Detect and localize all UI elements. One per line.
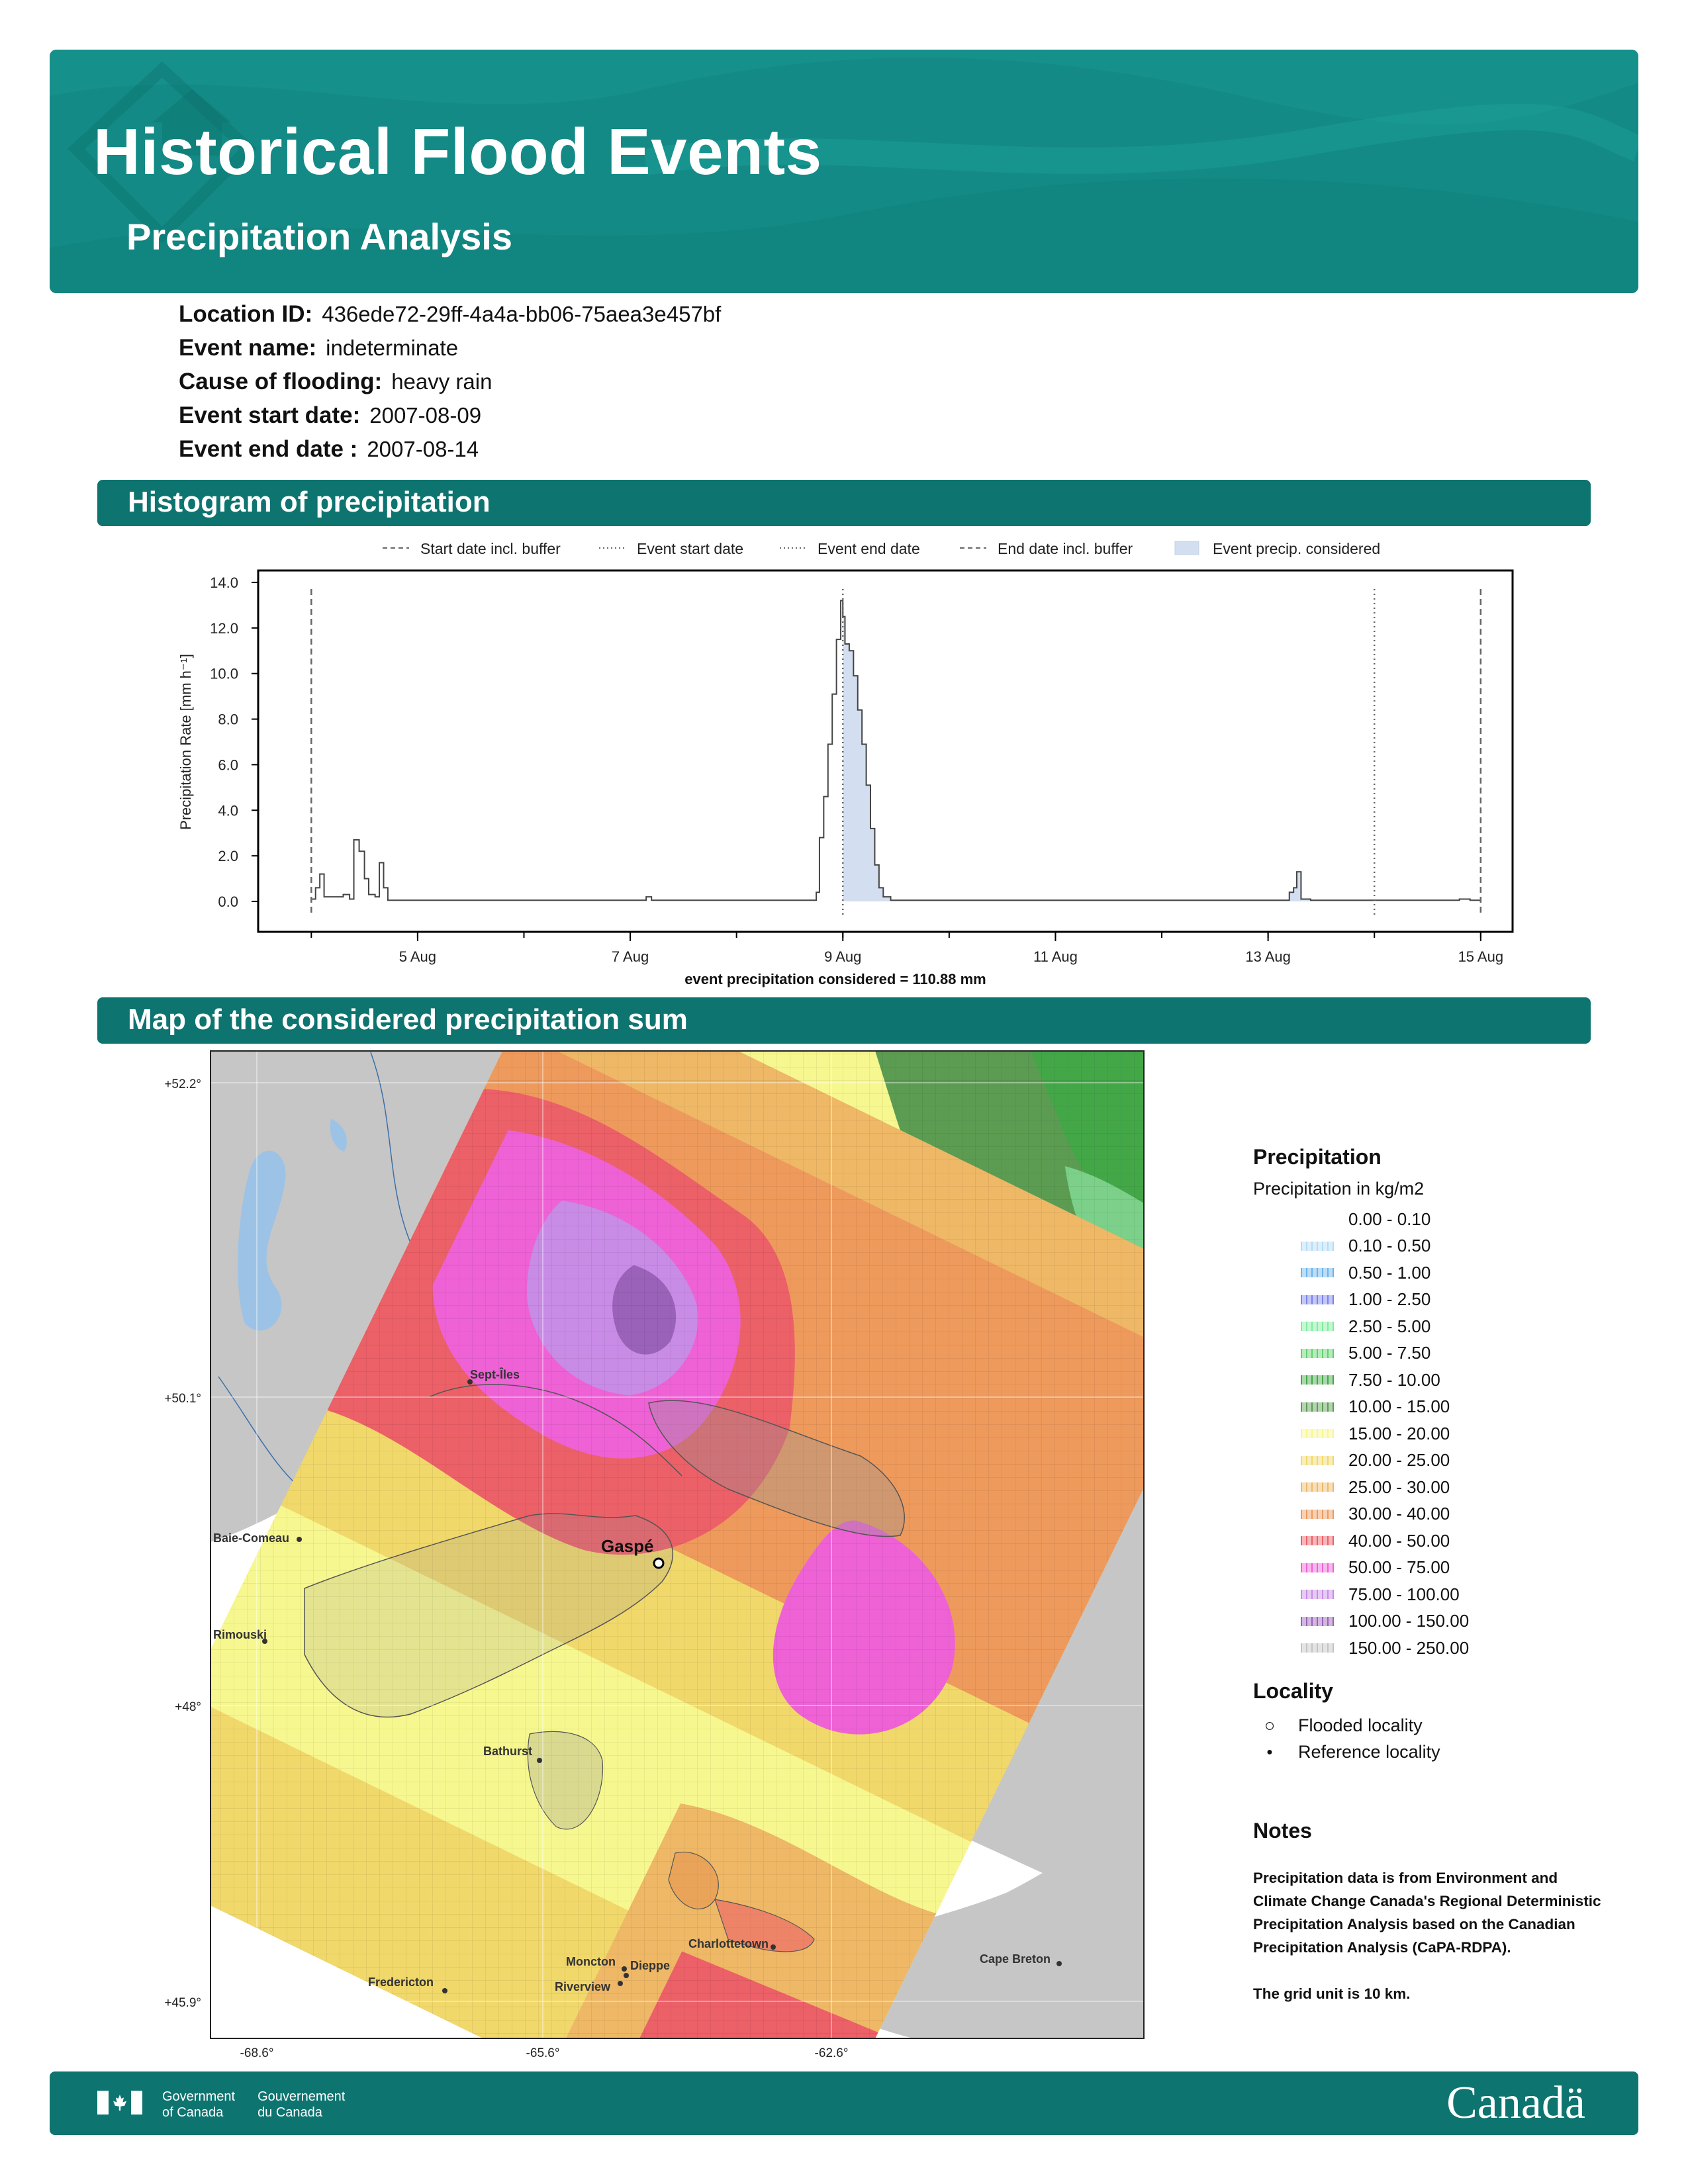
- legend-swatch: [1301, 1510, 1334, 1519]
- legend-subtitle: Precipitation in kg/m2: [1253, 1179, 1425, 1199]
- legend-label: 1.00 - 2.50: [1348, 1289, 1431, 1310]
- y-tick-label: 8.0: [218, 711, 238, 728]
- x-tick-label: 13 Aug: [1245, 948, 1291, 965]
- legend-swatch: [1301, 1268, 1334, 1277]
- legend-swatch: [1301, 1563, 1334, 1572]
- lat-label: +52.2°: [164, 1077, 201, 1091]
- page-subtitle: Precipitation Analysis: [126, 216, 512, 257]
- reference-marker-icon: ●: [1266, 1746, 1273, 1758]
- lon-label: -62.6°: [814, 2046, 849, 2060]
- legend-item: [1253, 1474, 1611, 1501]
- legend-item: [1253, 1367, 1611, 1394]
- reference-locality-marker: [622, 1966, 627, 1972]
- page-title: Historical Flood Events: [93, 115, 822, 188]
- place-label: Sept-Îles: [470, 1368, 520, 1381]
- info-row-cause: Cause of flooding: heavy rain: [179, 369, 492, 394]
- legend-item: [1253, 1555, 1611, 1582]
- lat-label: +45.9°: [164, 1996, 201, 2010]
- y-axis-label: Precipitation Rate [mm h⁻¹]: [177, 654, 194, 830]
- legend-label: 0.00 - 0.10: [1348, 1208, 1431, 1229]
- legend-swatch: [1301, 1456, 1334, 1465]
- legend-label: 5.00 - 7.50: [1348, 1343, 1431, 1363]
- event-precipitation-summary: event precipitation considered = 110.88 mm: [684, 971, 986, 987]
- legend-label: 150.00 - 250.00: [1348, 1637, 1470, 1658]
- section-title-map: Map of the considered precipitation sum: [128, 1003, 688, 1036]
- legend-swatch: [1301, 1536, 1334, 1545]
- reference-locality-marker: [297, 1537, 302, 1542]
- legend-label: 20.00 - 25.00: [1348, 1450, 1450, 1471]
- legend-label: 75.00 - 100.00: [1348, 1584, 1460, 1604]
- map-legend: [1253, 1145, 1611, 1766]
- y-tick-label: 14.0: [210, 574, 238, 591]
- legend-item: [1253, 1420, 1611, 1447]
- legend-swatch: [1301, 1349, 1334, 1358]
- place-label: Dieppe: [630, 1959, 671, 1972]
- place-label: Riverview: [555, 1980, 611, 1993]
- footer: [50, 2071, 1638, 2135]
- y-tick-label: 6.0: [218, 756, 238, 774]
- y-tick-label: 4.0: [218, 802, 238, 819]
- legend-swatch: [1301, 1429, 1334, 1438]
- legend-swatch: [1301, 1322, 1334, 1331]
- lat-label: +48°: [175, 1700, 201, 1714]
- lon-label: -65.6°: [526, 2046, 560, 2060]
- y-tick-label: 0.0: [218, 893, 238, 910]
- legend-flooded-locality: ○ Flooded locality: [1253, 1713, 1611, 1739]
- legend-item: [1253, 1233, 1611, 1260]
- legend-item: [1253, 1206, 1611, 1233]
- legend-item: [1253, 1447, 1611, 1475]
- legend-item: [1253, 1501, 1611, 1528]
- info-row-start: Event start date: 2007-08-09: [179, 402, 482, 428]
- place-label: Bathurst: [483, 1745, 533, 1758]
- place-baie-comeau: [213, 1531, 302, 1545]
- y-tick-label: 2.0: [218, 848, 238, 865]
- legend-swatch: [1301, 1643, 1334, 1653]
- lat-label: +50.1°: [164, 1392, 201, 1406]
- place-label: Cape Breton: [980, 1952, 1051, 1966]
- legend-title: Precipitation: [1253, 1145, 1382, 1169]
- locality-title: Locality: [1253, 1678, 1333, 1703]
- x-tick-label: 15 Aug: [1458, 948, 1504, 965]
- place-label: Fredericton: [368, 1976, 434, 1989]
- place-label: Rimouski: [213, 1628, 267, 1641]
- x-tick-label: 7 Aug: [611, 948, 649, 965]
- legend-item: [1253, 1527, 1611, 1555]
- reference-locality-marker: [1056, 1961, 1062, 1966]
- legend-label: 2.50 - 5.00: [1348, 1316, 1431, 1336]
- flooded-locality-marker: [654, 1559, 663, 1568]
- legend-label: 0.10 - 0.50: [1348, 1236, 1431, 1256]
- legend-label: 10.00 - 15.00: [1348, 1396, 1450, 1417]
- legend-label: 100.00 - 150.00: [1348, 1611, 1470, 1631]
- legend-swatch: [1301, 1214, 1334, 1224]
- section-title-histogram: Histogram of precipitation: [128, 486, 491, 518]
- legend-reference-locality: ● Reference locality: [1253, 1739, 1611, 1766]
- legend-swatch: [1301, 1295, 1334, 1304]
- y-tick-label: 10.0: [210, 665, 238, 682]
- place-charlottetown: [688, 1937, 776, 1950]
- flooded-marker-icon: ○: [1264, 1715, 1276, 1735]
- legend-label: 40.00 - 50.00: [1348, 1530, 1450, 1551]
- legend-label: Event end date: [818, 540, 920, 557]
- legend-label: Event precip. considered: [1213, 540, 1381, 557]
- legend-item: [1253, 1581, 1611, 1608]
- legend-label: 50.00 - 75.00: [1348, 1557, 1450, 1578]
- legend-item: [1253, 1259, 1611, 1287]
- legend-items: [1253, 1206, 1611, 1662]
- x-tick-label: 5 Aug: [399, 948, 437, 965]
- legend-label: 0.50 - 1.00: [1348, 1262, 1431, 1283]
- legend-label: Event start date: [637, 540, 744, 557]
- x-tick-label: 9 Aug: [824, 948, 862, 965]
- reference-locality-marker: [771, 1944, 776, 1950]
- notes-title: Notes: [1253, 1819, 1312, 1843]
- legend-swatch: [1301, 1375, 1334, 1385]
- legend-label: 30.00 - 40.00: [1348, 1504, 1450, 1524]
- lon-label: -68.6°: [240, 2046, 274, 2060]
- legend-item: [1253, 1340, 1611, 1367]
- info-row-location: Location ID: 436ede72-29ff-4a4a-bb06-75aea3e457bf: [179, 301, 722, 327]
- canada-flag-icon: [97, 2091, 142, 2115]
- reference-locality-marker: [624, 1973, 629, 1978]
- y-tick-label: 12.0: [210, 619, 238, 637]
- legend-swatch: [1301, 1242, 1334, 1251]
- legend-item: [1253, 1608, 1611, 1635]
- legend-swatch: [1301, 1590, 1334, 1599]
- legend-label: 25.00 - 30.00: [1348, 1477, 1450, 1497]
- canada-wordmark: Canadä: [1446, 2077, 1585, 2128]
- place-label: Moncton: [566, 1955, 616, 1968]
- reference-locality-marker: [537, 1758, 542, 1763]
- reference-locality-marker: [442, 1988, 447, 1993]
- place-label: Gaspé: [601, 1536, 654, 1556]
- legend-swatch: [1301, 1617, 1334, 1626]
- place-label: Charlottetown: [688, 1937, 769, 1950]
- map-canvas: [110, 750, 1340, 2065]
- legend-swatch: [1301, 1402, 1334, 1412]
- legend-item: [1253, 1394, 1611, 1421]
- legend-label: Start date incl. buffer: [420, 540, 561, 557]
- government-signature: Government of Canada Gouvernement du Canada: [97, 2089, 367, 2120]
- legend-label: 7.50 - 10.00: [1348, 1369, 1440, 1390]
- place-label: Baie-Comeau: [213, 1531, 290, 1545]
- reference-locality-marker: [618, 1981, 623, 1986]
- info-row-event-name: Event name: indeterminate: [179, 335, 459, 361]
- legend-item: [1253, 1287, 1611, 1314]
- x-tick-label: 11 Aug: [1033, 948, 1078, 965]
- legend-swatch: [1301, 1482, 1334, 1492]
- legend-item: [1253, 1635, 1611, 1662]
- place-cape-breton: [980, 1952, 1062, 1966]
- notes-text: Precipitation data is from Environment and Climate Change Canada's Regional Deterministic Precipitation Analysis based on the Canadian Precipitation Analysis (CaPA-RDPA). The grid unit is 10 km.: [1253, 1870, 1601, 2002]
- legend-label: End date incl. buffer: [998, 540, 1133, 557]
- info-row-end: Event end date : 2007-08-14: [179, 436, 479, 462]
- legend-item: [1253, 1313, 1611, 1340]
- legend-label: 15.00 - 20.00: [1348, 1423, 1450, 1443]
